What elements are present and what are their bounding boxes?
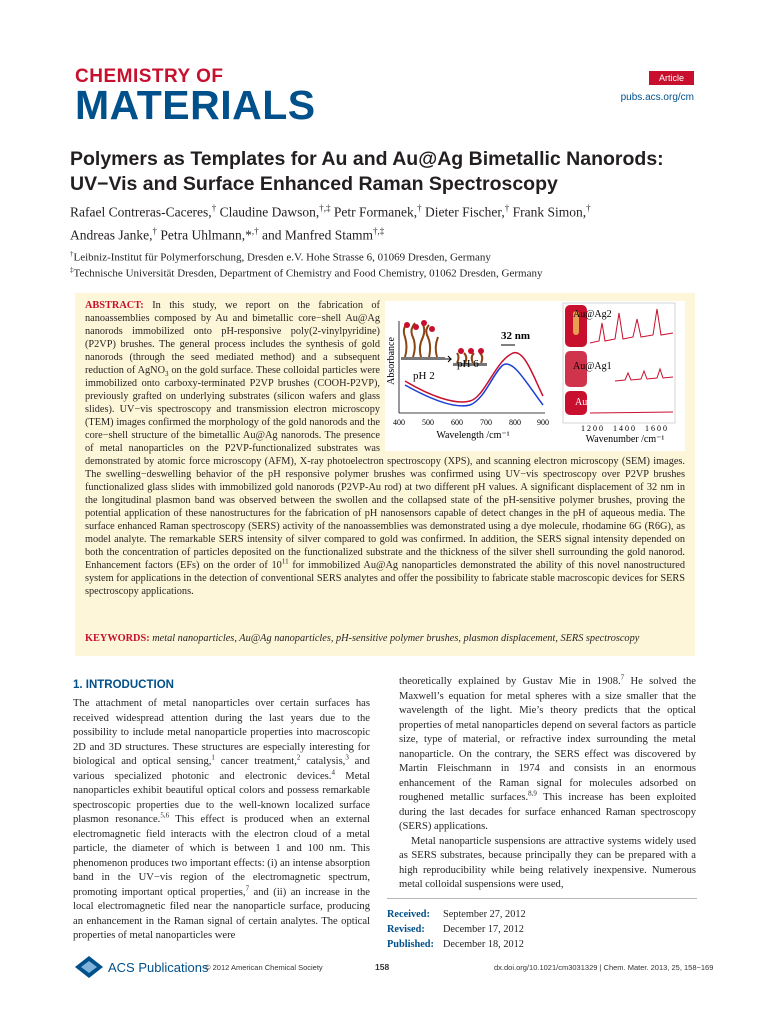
sers-xtick: 1600: [645, 424, 669, 433]
author[interactable]: Rafael Contreras-Caceres,: [70, 204, 212, 220]
author[interactable]: Petr Formanek,: [333, 204, 418, 220]
page-number: 158: [375, 962, 390, 972]
author-mark: †: [211, 203, 217, 213]
text-run: This increase has been exploited during the last decades for surface enhanced Raman spectroscopy (SERS) applications.: [399, 792, 696, 832]
affiliation: [70, 247, 700, 265]
date-row: [387, 922, 697, 937]
author-mark: †: [586, 203, 591, 213]
citation[interactable]: 7: [245, 883, 250, 892]
author-mark: †: [504, 203, 510, 213]
text-run: cancer treatment,: [214, 756, 297, 767]
section-heading: 1. INTRODUCTION: [73, 679, 174, 691]
date-value: September 27, 2012: [443, 909, 526, 920]
left-column: [73, 697, 370, 944]
article-type-badge: Article: [649, 71, 694, 85]
date-label: Revised:: [387, 924, 425, 935]
author[interactable]: Frank Simon,: [512, 204, 587, 220]
uv-xtick: 700: [480, 418, 492, 427]
copyright: © 2012 American Chemical Society: [205, 963, 323, 972]
doi-citation[interactable]: dx.doi.org/10.1021/cm3031329 | Chem. Mater. 2013, 25, 158−169: [494, 963, 714, 972]
uv-xtick: 900: [537, 418, 549, 427]
text-run: theoretically explained by Gustav Mie in 1908.: [399, 676, 621, 687]
date-row: [387, 937, 697, 952]
journal-logo-line1: CHEMISTRY OF: [75, 66, 224, 87]
uv-label-ph2: pH 2: [413, 370, 435, 382]
sers-label-au: Au: [575, 397, 588, 408]
sers-xlabel: Wavenumber /cm⁻¹: [585, 434, 665, 445]
keywords: [85, 632, 685, 645]
sers-label-au-ag1: Au@Ag1: [573, 361, 612, 372]
citation[interactable]: 1: [211, 753, 215, 762]
uv-xtick: 400: [393, 418, 405, 427]
affiliation: [70, 263, 700, 281]
keywords-text: metal nanoparticles, Au@Ag nanoparticles, pH-sensitive polymer brushes, plasmon displacement, SERS spectroscopy: [152, 633, 640, 644]
journal-logo: [75, 66, 316, 128]
sers-label-au-ag2: Au@Ag2: [573, 309, 612, 320]
date-value: December 17, 2012: [443, 924, 524, 935]
keywords-label: KEYWORDS:: [85, 633, 150, 644]
uv-xlabel: Wavelength /cm⁻¹: [436, 430, 510, 441]
date-label: Received:: [387, 909, 430, 920]
sers-xtick: 1400: [613, 424, 637, 433]
journal-logo-line2: MATERIALS: [75, 82, 316, 128]
author[interactable]: and Manfred Stamm: [261, 227, 373, 242]
author-mark: †,‡: [319, 203, 331, 213]
citation[interactable]: 2: [296, 753, 301, 762]
intro-paragraph: [399, 675, 696, 835]
citation[interactable]: 5,6: [160, 811, 170, 820]
acs-logo-icon: [74, 955, 104, 979]
toc-graphic: [385, 301, 685, 451]
citation[interactable]: 8,9: [528, 789, 537, 798]
affiliation-text: Leibniz-Institut für Polymerforschung, Dresden e.V. Hohe Strasse 6, 01069 Dresden, Germany: [73, 251, 491, 264]
affiliation-mark: ‡: [70, 266, 74, 274]
author-mark: †,‡: [372, 225, 385, 236]
abstract-text: In this study, we report on the fabrication of nanoassemblies composed by Au and bimetallic core−shell Au@Ag nanorods immobilized onto pH-responsive poly(2-vinylpyridine) (P2VP) brushes. The general process includes the synthesis of gold nanorods (through the seed mediated method) and a subsequent reduction of AgNO: [85, 300, 380, 376]
uv-xtick: 500: [422, 418, 434, 427]
right-column: [399, 675, 696, 893]
abstract-subscript: 3: [165, 370, 169, 379]
author[interactable]: Andreas Janke,: [70, 227, 153, 242]
date-value: December 18, 2012: [443, 939, 524, 950]
author[interactable]: Petra Uhlmann,*: [160, 227, 252, 242]
text-run: and various specialized photonic and electronic devices.: [73, 756, 370, 782]
date-row: [387, 907, 697, 922]
text-run: and (ii) an increase in the local electromagnetic filed near the nanoparticle surface, producing an enhancement in the Raman signal of certain analytes. The optical properties of metal nanoparticles were: [73, 886, 370, 941]
uv-label-ph6: pH 6: [457, 358, 479, 370]
abstract-text: for immobilized Au@Ag nanoparticles demonstrated the ability of this novel nanostructured system for applications in the detection of conventional SERS analytes and offer the possibility to fabricate stable macroscopic devices for SERS spectroscopy applications.: [85, 560, 685, 597]
author-mark: ,†: [251, 225, 259, 236]
publication-dates: [387, 898, 697, 952]
abstract-superscript: 11: [281, 557, 289, 566]
author-mark: †: [417, 203, 422, 213]
affiliation-text: Technische Universität Dresden, Department of Chemistry and Food Chemistry, 01062 Dresden, Germany: [73, 267, 543, 280]
abstract-label: ABSTRACT:: [85, 300, 144, 311]
journal-url[interactable]: pubs.acs.org/cm: [620, 92, 694, 103]
citation[interactable]: 4: [331, 767, 335, 776]
text-run: catalysis,: [300, 756, 346, 767]
intro-paragraph: [73, 697, 370, 944]
uv-xtick: 600: [451, 418, 463, 427]
abstract-text: on the gold surface. These colloidal particles were immobilized onto carboxy-terminated P2VP brushes (COOH-P2VP), previously grafted on underlying substrates (silicon wafers and glass slides). UV−vis spectroscopy and transmission electron microscopy (TEM) images confirmed the morphology of the gold nanorods and the core−shell structure of the bimetallic Au@Ag nanorods. The presence of metal nanoparticles on the P2VP-functionalized substrates was demonstrated by atomic force microscopy (AFM), X-ray photoelectron spectroscopy (XPS), and scanning electron microscopy (SEM) images. The swelling−deswelling behavior of the pH responsive polymer brushes was confirmed using UV−vis spectroscopy over P2VP brushes functionalized glass slides with immobilized gold nanorods (P2VP-Au rod) at two different pH values. A significant displacement of 32 nm in the longitudinal plasmon band was observed between the swollen and the collapsed state of the pH-sensitive polymer brushes, proving the potential application of these nanostructures for the fabrication of pH nanosensors capable of detect changes in the pH of aqueous media. The surface enhanced Raman spectroscopy (SERS) activity of the nanoassemblies was demonstrated using a dye molecule, rhodamine 6G (R6G), as model analyte. The remarkable SERS intensity of silver compared to gold was confirmed. In addition, the SERS signal intensity depended on both the concentration of particles deposited on the functionalized substrate and the thickness of the silver shell surrounding the gold nanorod. Enhancement factors (EFs) on the order of 10: [85, 365, 685, 571]
author[interactable]: Claudine Dawson,: [219, 204, 320, 220]
author-mark: †: [152, 225, 157, 236]
uv-annotation: 32 nm: [501, 330, 531, 342]
affiliation-mark: †: [70, 250, 74, 258]
text-run: The attachment of metal nanoparticles over certain surfaces has received widespread attention during the last years due to the possibility to include metal nanoparticle properties into macroscopic 2D and 3D structures. These structures are especially interesting for biological and optical sensing,: [73, 698, 370, 767]
uv-xtick: 800: [509, 418, 521, 427]
date-label: Published:: [387, 939, 434, 950]
uv-ylabel: Absorbance: [386, 337, 397, 385]
text-run: Metal nanoparticles exhibit beautiful optical colors and possess remarkable spectroscopic properties due to the well-known localized surface plasmon resonance.: [73, 770, 370, 825]
paper-title: Polymers as Templates for Au and Au@Ag Bimetallic Nanorods: UV−Vis and Surface Enhanced Raman Spectroscopy: [70, 148, 664, 195]
citation[interactable]: 7: [620, 673, 625, 682]
citation[interactable]: 3: [345, 753, 349, 762]
author[interactable]: Dieter Fischer,: [425, 204, 505, 220]
author-list: [70, 199, 700, 244]
text-run: He solved the Maxwell’s equation for metal spheres with a size smaller that the wavelength of the light. Mie’s theory predicts that the optical properties of metal nanoparticles depend on several factors as particle size, type of material, or refractive index surrounding the metal nanoparticle. On the contrary, the SERS effect was discovered by Martin Fleischmann in 1974 and consists in an enormous enhancement of the Raman signal for molecules adsorbed on roughened metallic surfaces.: [399, 676, 696, 803]
intro-paragraph: Metal nanoparticle suspensions are attractive systems widely used as SERS substrates, because principally they can be prepared with a high reproducibility while being relatively inexpensive. Numerous metal colloidal suspensions were used,: [399, 835, 696, 890]
text-run: This effect is produced when an external electromagnetic field interacts with the electron cloud of a metal particle, the diameter of which is between 1 and 100 nm. This phenomenon produces two important effects: (i) an intense absorption band in the UV−vis region of the electromagnetic spectrum, promoting important optical properties,: [73, 814, 371, 898]
sers-xtick: 1200: [581, 424, 605, 433]
publisher-name[interactable]: ACS Publications: [108, 960, 209, 975]
